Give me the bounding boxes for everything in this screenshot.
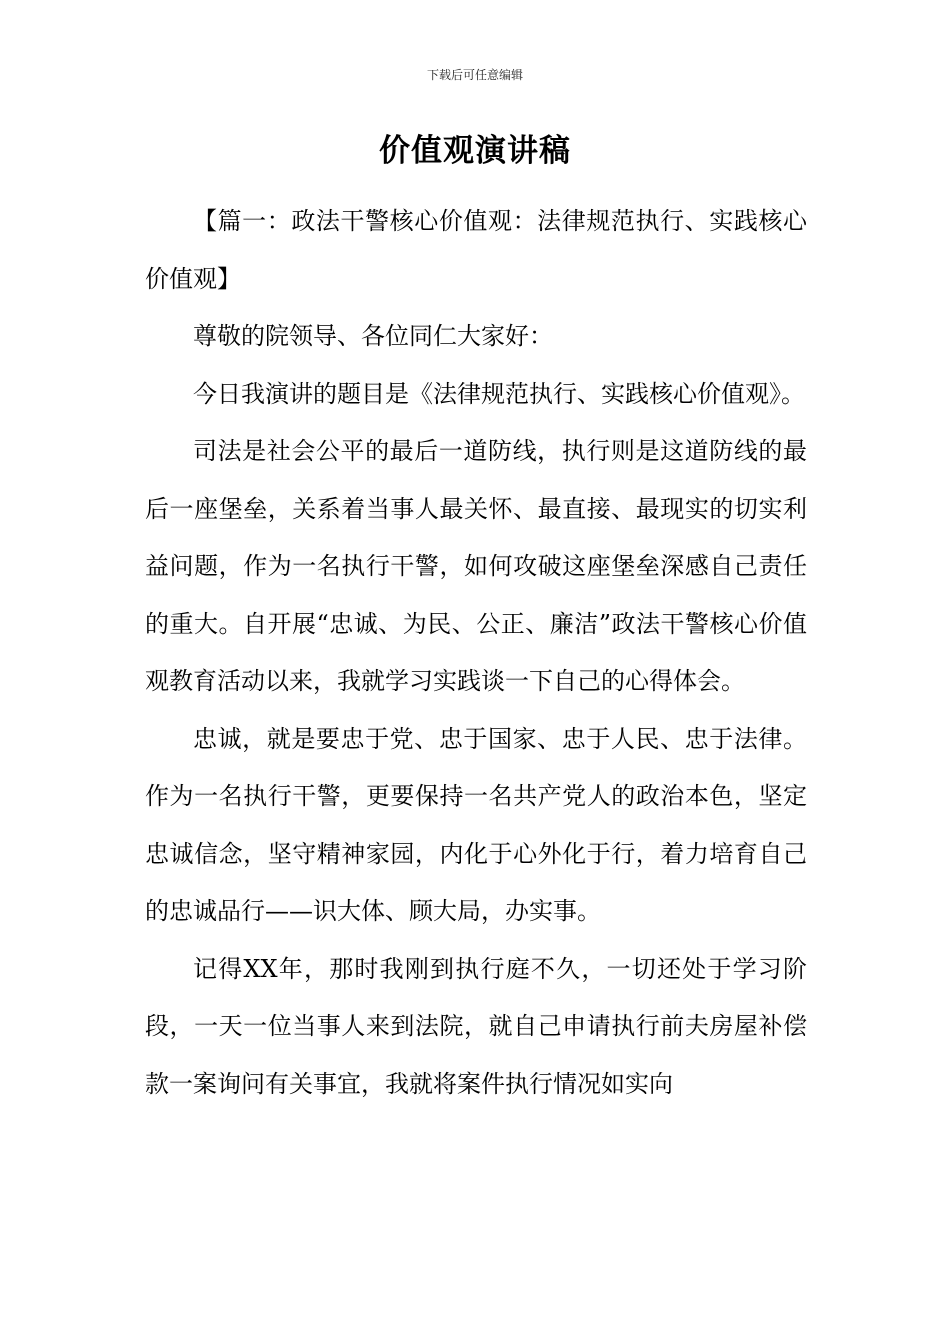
header-note: 下载后可任意编辑 xyxy=(426,68,523,82)
paragraph-topic: 今日我演讲的题目是《法律规范执行、实践核心价值观》。 xyxy=(193,379,805,408)
paragraph-memory: 记得XX年，那时我刚到执行庭不久，一切还处于学习阶段，一天一位当事人来到法院，就自己申请执行前夫房屋补偿款一案询问有关事宜，我就将案件执行情况如实向 xyxy=(145,954,807,1098)
document-body xyxy=(145,193,807,1113)
paragraph-loyalty: 忠诚，就是要忠于党、忠于国家、忠于人民、忠于法律。作为一名执行干警，更要保持一名共产党人的政治本色，坚定忠诚信念，坚守精神家园，内化于心外化于行，着力培育自己的忠诚品行——识大体、顾大局，办实事。 xyxy=(145,724,807,925)
document-title: 价值观演讲稿 xyxy=(379,133,571,169)
paragraph-section-heading: 【篇一：政法干警核心价值观：法律规范执行、实践核心价值观】 xyxy=(145,207,807,293)
paragraph-greeting: 尊敬的院领导、各位同仁大家好： xyxy=(193,322,553,350)
paragraph-justice: 司法是社会公平的最后一道防线，执行则是这道防线的最后一座堡垒，关系着当事人最关怀、最直接、最现实的切实利益问题，作为一名执行干警，如何攻破这座堡垒深感自己责任的重大。自开展“忠诚、为民、公正、廉洁”政法干警核心价值观教育活动以来，我就学习实践谈一下自己的心得体会。 xyxy=(145,437,807,695)
